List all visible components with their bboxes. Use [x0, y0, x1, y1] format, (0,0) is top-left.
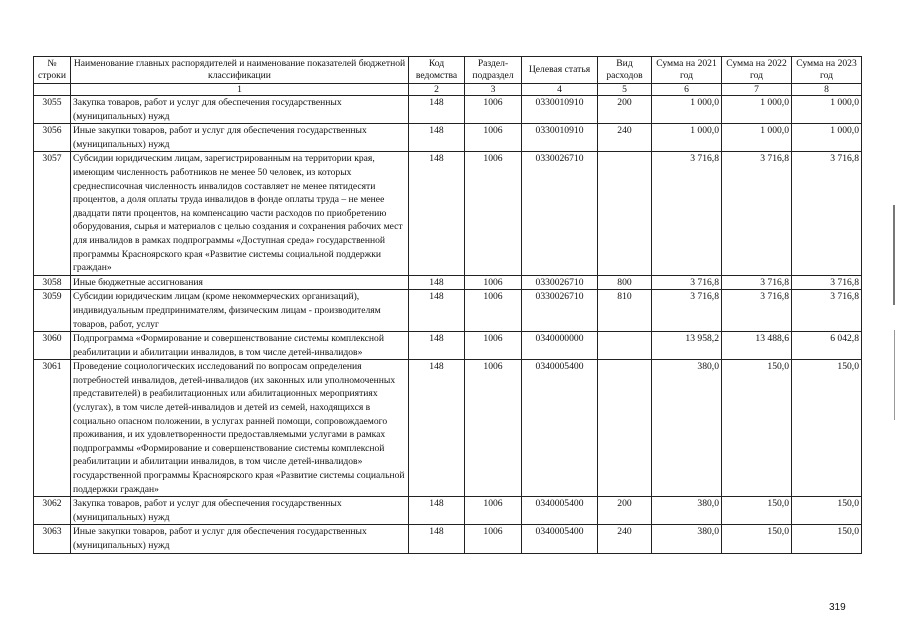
- row-sum-2023: 1 000,0: [792, 124, 862, 152]
- row-target-article: 0330010910: [522, 124, 598, 152]
- header-department-code: Код ведомства: [409, 57, 465, 84]
- row-sum-2021: 3 716,8: [652, 275, 722, 290]
- row-section: 1006: [465, 275, 522, 290]
- table-row: [34, 360, 862, 497]
- row-department-code: 148: [409, 290, 465, 332]
- row-number: 3058: [34, 275, 71, 290]
- row-sum-2023: 150,0: [792, 360, 862, 497]
- row-number: 3057: [34, 152, 71, 275]
- row-sum-2021: 380,0: [652, 525, 722, 553]
- row-name: Закупка товаров, работ и услуг для обеспечения государственных (муниципальных) нужд: [71, 96, 409, 124]
- header-expense-type: Вид расходов: [598, 57, 652, 84]
- row-name: Подпрограмма «Формирование и совершенствование системы комплексной реабилитации и абилитации инвалидов, в том числе детей-инвалидов»: [71, 332, 409, 360]
- table-row: [34, 275, 862, 290]
- column-number: 1: [71, 84, 409, 96]
- row-name: Субсидии юридическим лицам, зарегистрированным на территории края, имеющим численность работников не менее 50 человек, из которых среднесписочная численность инвалидов составляет не менее пятидесяти процентов, а доля оплаты труда инвалидов в фонде оплаты труда – не менее двадцати пяти процентов, на компенсацию части расходов по приобретению оборудования, сырья и материалов с целью создания и сохранения рабочих мест для инвалидов в рамках подпрограммы «Доступная среда» государственной программы Красноярского края «Развитие системы социальной поддержки граждан»: [71, 152, 409, 275]
- column-number: 6: [652, 84, 722, 96]
- row-sum-2023: 3 716,8: [792, 290, 862, 332]
- row-sum-2021: 3 716,8: [652, 152, 722, 275]
- row-sum-2022: 13 488,6: [722, 332, 792, 360]
- row-sum-2021: 1 000,0: [652, 96, 722, 124]
- budget-table: [33, 56, 862, 554]
- row-number: 3059: [34, 290, 71, 332]
- column-number: 8: [792, 84, 862, 96]
- column-number: 2: [409, 84, 465, 96]
- row-sum-2021: 1 000,0: [652, 124, 722, 152]
- scan-edge-line: [894, 330, 895, 420]
- column-number-row: [34, 84, 862, 96]
- row-name: Проведение социологических исследований по вопросам определения потребностей инвалидов, детей-инвалидов (их законных или уполномоченных представителей) в реабилитационных или абилитационных мероприятиях (услугах), в том числе детей-инвалидов и детей из семей, находящихся в социально опасном положении, в услугах ранней помощи, сопровождаемого проживания, и их удовлетворенности предоставляемыми услугами в рамках подпрограммы «Формирование и совершенствование системы комплексной реабилитации и абилитации инвалидов, в том числе детей-инвалидов» государственной программы Красноярского края «Развитие системы социальной поддержки граждан»: [71, 360, 409, 497]
- row-name: Иные бюджетные ассигнования: [71, 275, 409, 290]
- row-expense-type: 800: [598, 275, 652, 290]
- row-section: 1006: [465, 96, 522, 124]
- row-sum-2022: 3 716,8: [722, 290, 792, 332]
- row-name: Иные закупки товаров, работ и услуг для обеспечения государственных (муниципальных) нужд: [71, 525, 409, 553]
- row-name: Закупка товаров, работ и услуг для обеспечения государственных (муниципальных) нужд: [71, 497, 409, 525]
- row-sum-2023: 3 716,8: [792, 152, 862, 275]
- header-row-number: № строки: [34, 57, 71, 84]
- row-sum-2022: 1 000,0: [722, 96, 792, 124]
- row-expense-type: 200: [598, 96, 652, 124]
- table-row: [34, 152, 862, 275]
- row-sum-2022: 3 716,8: [722, 152, 792, 275]
- row-target-article: 0340000000: [522, 332, 598, 360]
- row-number: 3055: [34, 96, 71, 124]
- table-row: [34, 525, 862, 553]
- row-expense-type: 240: [598, 525, 652, 553]
- row-number: 3060: [34, 332, 71, 360]
- header-section: Раздел-подраздел: [465, 57, 522, 84]
- row-sum-2023: 150,0: [792, 525, 862, 553]
- table-row: [34, 124, 862, 152]
- row-department-code: 148: [409, 525, 465, 553]
- row-section: 1006: [465, 290, 522, 332]
- row-department-code: 148: [409, 360, 465, 497]
- row-department-code: 148: [409, 275, 465, 290]
- row-target-article: 0340005400: [522, 497, 598, 525]
- header-target-article: Целевая статья: [522, 57, 598, 84]
- row-sum-2021: 3 716,8: [652, 290, 722, 332]
- table-row: [34, 290, 862, 332]
- row-sum-2023: 3 716,8: [792, 275, 862, 290]
- row-department-code: 148: [409, 152, 465, 275]
- table-row: [34, 497, 862, 525]
- row-number: 3062: [34, 497, 71, 525]
- row-section: 1006: [465, 497, 522, 525]
- scan-edge-line: [893, 205, 895, 305]
- row-expense-type: 200: [598, 497, 652, 525]
- row-sum-2022: 3 716,8: [722, 275, 792, 290]
- row-expense-type: [598, 152, 652, 275]
- row-number: 3056: [34, 124, 71, 152]
- row-expense-type: [598, 360, 652, 497]
- row-number: 3061: [34, 360, 71, 497]
- row-section: 1006: [465, 332, 522, 360]
- row-sum-2021: 13 958,2: [652, 332, 722, 360]
- column-number: 5: [598, 84, 652, 96]
- row-sum-2021: 380,0: [652, 497, 722, 525]
- row-target-article: 0340005400: [522, 525, 598, 553]
- table-row: [34, 332, 862, 360]
- header-row: [34, 57, 862, 84]
- row-target-article: 0330010910: [522, 96, 598, 124]
- row-expense-type: 240: [598, 124, 652, 152]
- row-name: Субсидии юридическим лицам (кроме некоммерческих организаций), индивидуальным предпринимателям, физическим лицам - производителям товаров, работ, услуг: [71, 290, 409, 332]
- header-sum-2022: Сумма на 2022 год: [722, 57, 792, 84]
- row-department-code: 148: [409, 124, 465, 152]
- row-name: Иные закупки товаров, работ и услуг для обеспечения государственных (муниципальных) нужд: [71, 124, 409, 152]
- row-sum-2023: 6 042,8: [792, 332, 862, 360]
- header-sum-2023: Сумма на 2023 год: [792, 57, 862, 84]
- row-number: 3063: [34, 525, 71, 553]
- row-target-article: 0330026710: [522, 290, 598, 332]
- row-section: 1006: [465, 124, 522, 152]
- row-department-code: 148: [409, 497, 465, 525]
- row-section: 1006: [465, 525, 522, 553]
- row-sum-2022: 150,0: [722, 497, 792, 525]
- row-expense-type: [598, 332, 652, 360]
- row-target-article: 0330026710: [522, 275, 598, 290]
- row-section: 1006: [465, 360, 522, 497]
- row-department-code: 148: [409, 332, 465, 360]
- column-number: 7: [722, 84, 792, 96]
- row-target-article: 0340005400: [522, 360, 598, 497]
- column-number: [34, 84, 71, 96]
- row-sum-2022: 150,0: [722, 525, 792, 553]
- row-section: 1006: [465, 152, 522, 275]
- row-target-article: 0330026710: [522, 152, 598, 275]
- page-number: 319: [829, 602, 846, 613]
- row-sum-2021: 380,0: [652, 360, 722, 497]
- column-number: 4: [522, 84, 598, 96]
- row-expense-type: 810: [598, 290, 652, 332]
- header-sum-2021: Сумма на 2021 год: [652, 57, 722, 84]
- row-sum-2022: 1 000,0: [722, 124, 792, 152]
- table-row: [34, 96, 862, 124]
- row-sum-2023: 150,0: [792, 497, 862, 525]
- row-sum-2023: 1 000,0: [792, 96, 862, 124]
- column-number: 3: [465, 84, 522, 96]
- header-name: Наименование главных распорядителей и наименование показателей бюджетной классификации: [71, 57, 409, 84]
- row-department-code: 148: [409, 96, 465, 124]
- row-sum-2022: 150,0: [722, 360, 792, 497]
